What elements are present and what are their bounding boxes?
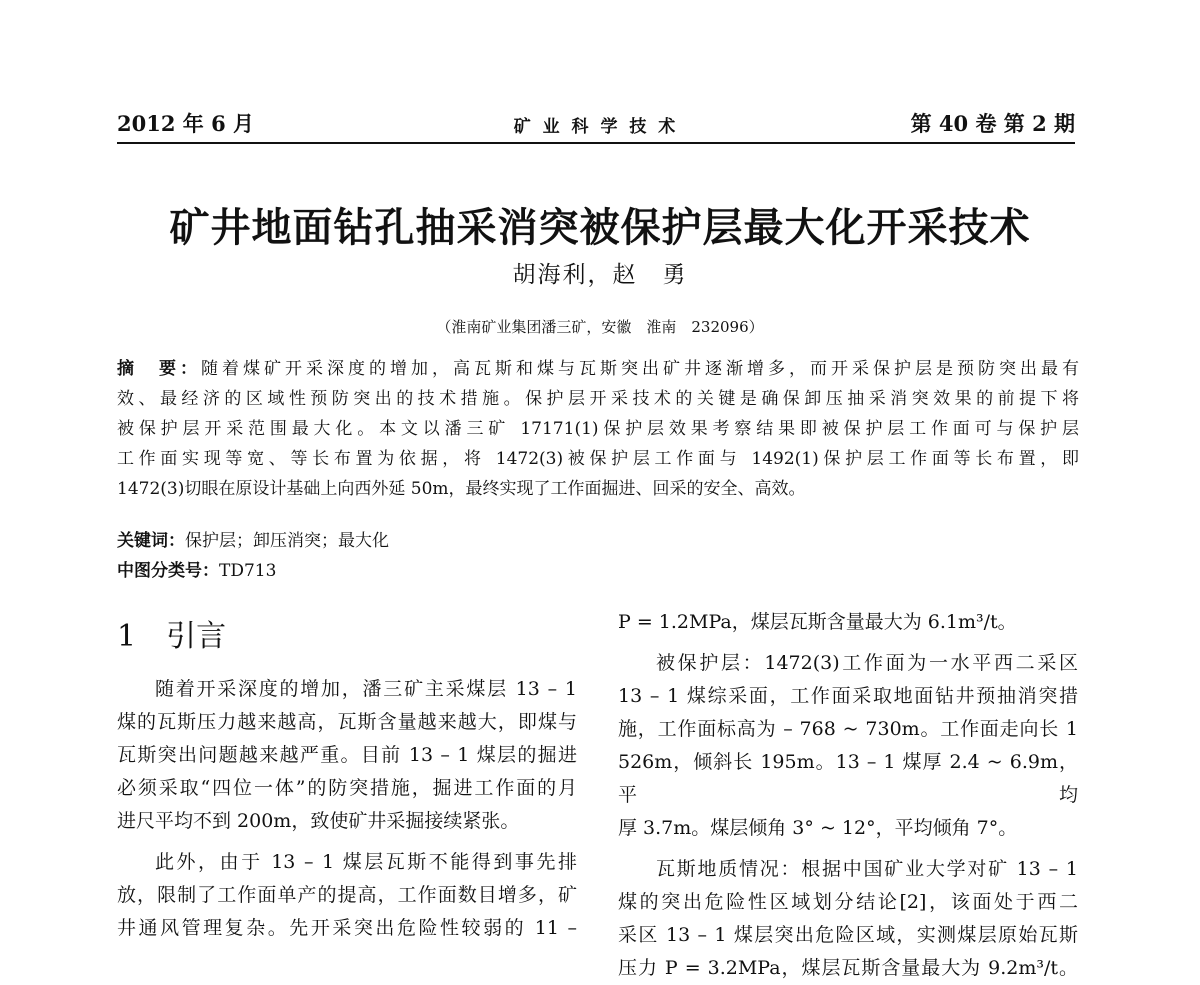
body-line: 526m，倾斜长 195m。13 – 1 煤厚 2.4 ~ 6.9m，平均 <box>618 751 1078 806</box>
body-line: 瓦斯地质情况：根据中国矿业大学对矿 13 – 1 <box>656 858 1078 880</box>
classification-label: 中图分类号： <box>117 561 219 581</box>
abstract-line: 效、最经济的区域性预防突出的技术措施。保护层开采技术的关键是确保卸压抽采消突效果的前提下将 <box>117 389 1079 409</box>
body-line: 压力 P = 3.2MPa，煤层瓦斯含量最大为 9.2m³/t。 <box>618 957 1078 979</box>
section-title: 引言 <box>166 619 227 654</box>
body-line: 煤的突出危险性区域划分结论[2]，该面处于西二 <box>618 891 1078 913</box>
body-line: 厚 3.7m。煤层倾角 3° ~ 12°，平均倾角 7°。 <box>618 817 1018 839</box>
article-title: 矿井地面钻孔抽采消突被保护层最大化开采技术 <box>169 204 1031 251</box>
volume-issue: 第 40 卷 第 2 期 <box>910 111 1075 136</box>
body-line: 瓦斯突出问题越来越严重。目前 13 – 1 煤层的掘进 <box>117 744 577 766</box>
journal-name: 矿 业 科 学 技 术 <box>513 117 679 137</box>
abstract-line: 被保护层开采范围最大化。本文以潘三矿 17171(1)保护层效果考察结果即被保护层工作面可与保护层 <box>117 419 1079 439</box>
header-rule <box>117 142 1075 144</box>
body-line: 进尺平均不到 200m，致使矿井采掘接续紧张。 <box>117 810 520 832</box>
abstract-line: 工作面实现等宽、等长布置为依据，将 1472(3)被保护层工作面与 1492(1)保护层工作面等长布置，即 <box>117 449 1079 469</box>
abstract-line: 1472(3)切眼在原设计基础上向西外延 50m，最终实现了工作面掘进、回采的安全、高效。 <box>117 479 806 499</box>
authors: 胡海利，赵 勇 <box>512 262 688 288</box>
left-column <box>117 614 577 945</box>
keywords-value: 保护层；卸压消突；最大化 <box>185 531 389 551</box>
body-line: 煤的瓦斯压力越来越高，瓦斯含量越来越大，即煤与 <box>117 711 577 733</box>
classification-value: TD713 <box>219 561 277 581</box>
body-line: 随着开采深度的增加，潘三矿主采煤层 13 – 1 <box>155 678 577 700</box>
body-line: 必须采取“四位一体”的防突措施，掘进工作面的月 <box>117 777 577 799</box>
body-line: 放，限制了工作面单产的提高，工作面数目增多，矿 <box>117 884 577 906</box>
abstract-label: 摘 要： <box>117 359 201 379</box>
keywords-label: 关键词： <box>117 531 185 551</box>
affiliation: （淮南矿业集团潘三矿，安徽 淮南 232096） <box>436 318 764 336</box>
body-line: 此外，由于 13 – 1 煤层瓦斯不能得到事先排 <box>155 851 577 873</box>
section-heading <box>117 620 577 653</box>
body-line: 采区 13 – 1 煤层突出危险区域，实测煤层原始瓦斯 <box>618 924 1078 946</box>
body-line: 井通风管理复杂。先开采突出危险性较弱的 11 – <box>117 917 577 939</box>
abstract-line: 摘 要：随着煤矿开采深度的增加，高瓦斯和煤与瓦斯突出矿井逐渐增多，而开采保护层是预防突出最有 <box>117 359 1079 379</box>
right-column <box>618 606 1078 985</box>
running-header <box>117 108 1075 140</box>
body-line: P = 1.2MPa，煤层瓦斯含量最大为 6.1m³/t。 <box>618 611 1017 633</box>
body-line: 施，工作面标高为 – 768 ~ 730m。工作面走向长 1 <box>618 718 1078 740</box>
abstract <box>117 354 1079 504</box>
issue-date: 2012 年 6 月 <box>117 111 254 136</box>
body-line: 被保护层：1472(3)工作面为一水平西二采区 <box>656 652 1078 674</box>
body-line: 13 – 1 煤综采面，工作面采取地面钻井预抽消突措 <box>618 685 1078 707</box>
keywords <box>117 526 389 551</box>
classification <box>117 556 276 581</box>
section-number: 1 <box>117 619 137 654</box>
